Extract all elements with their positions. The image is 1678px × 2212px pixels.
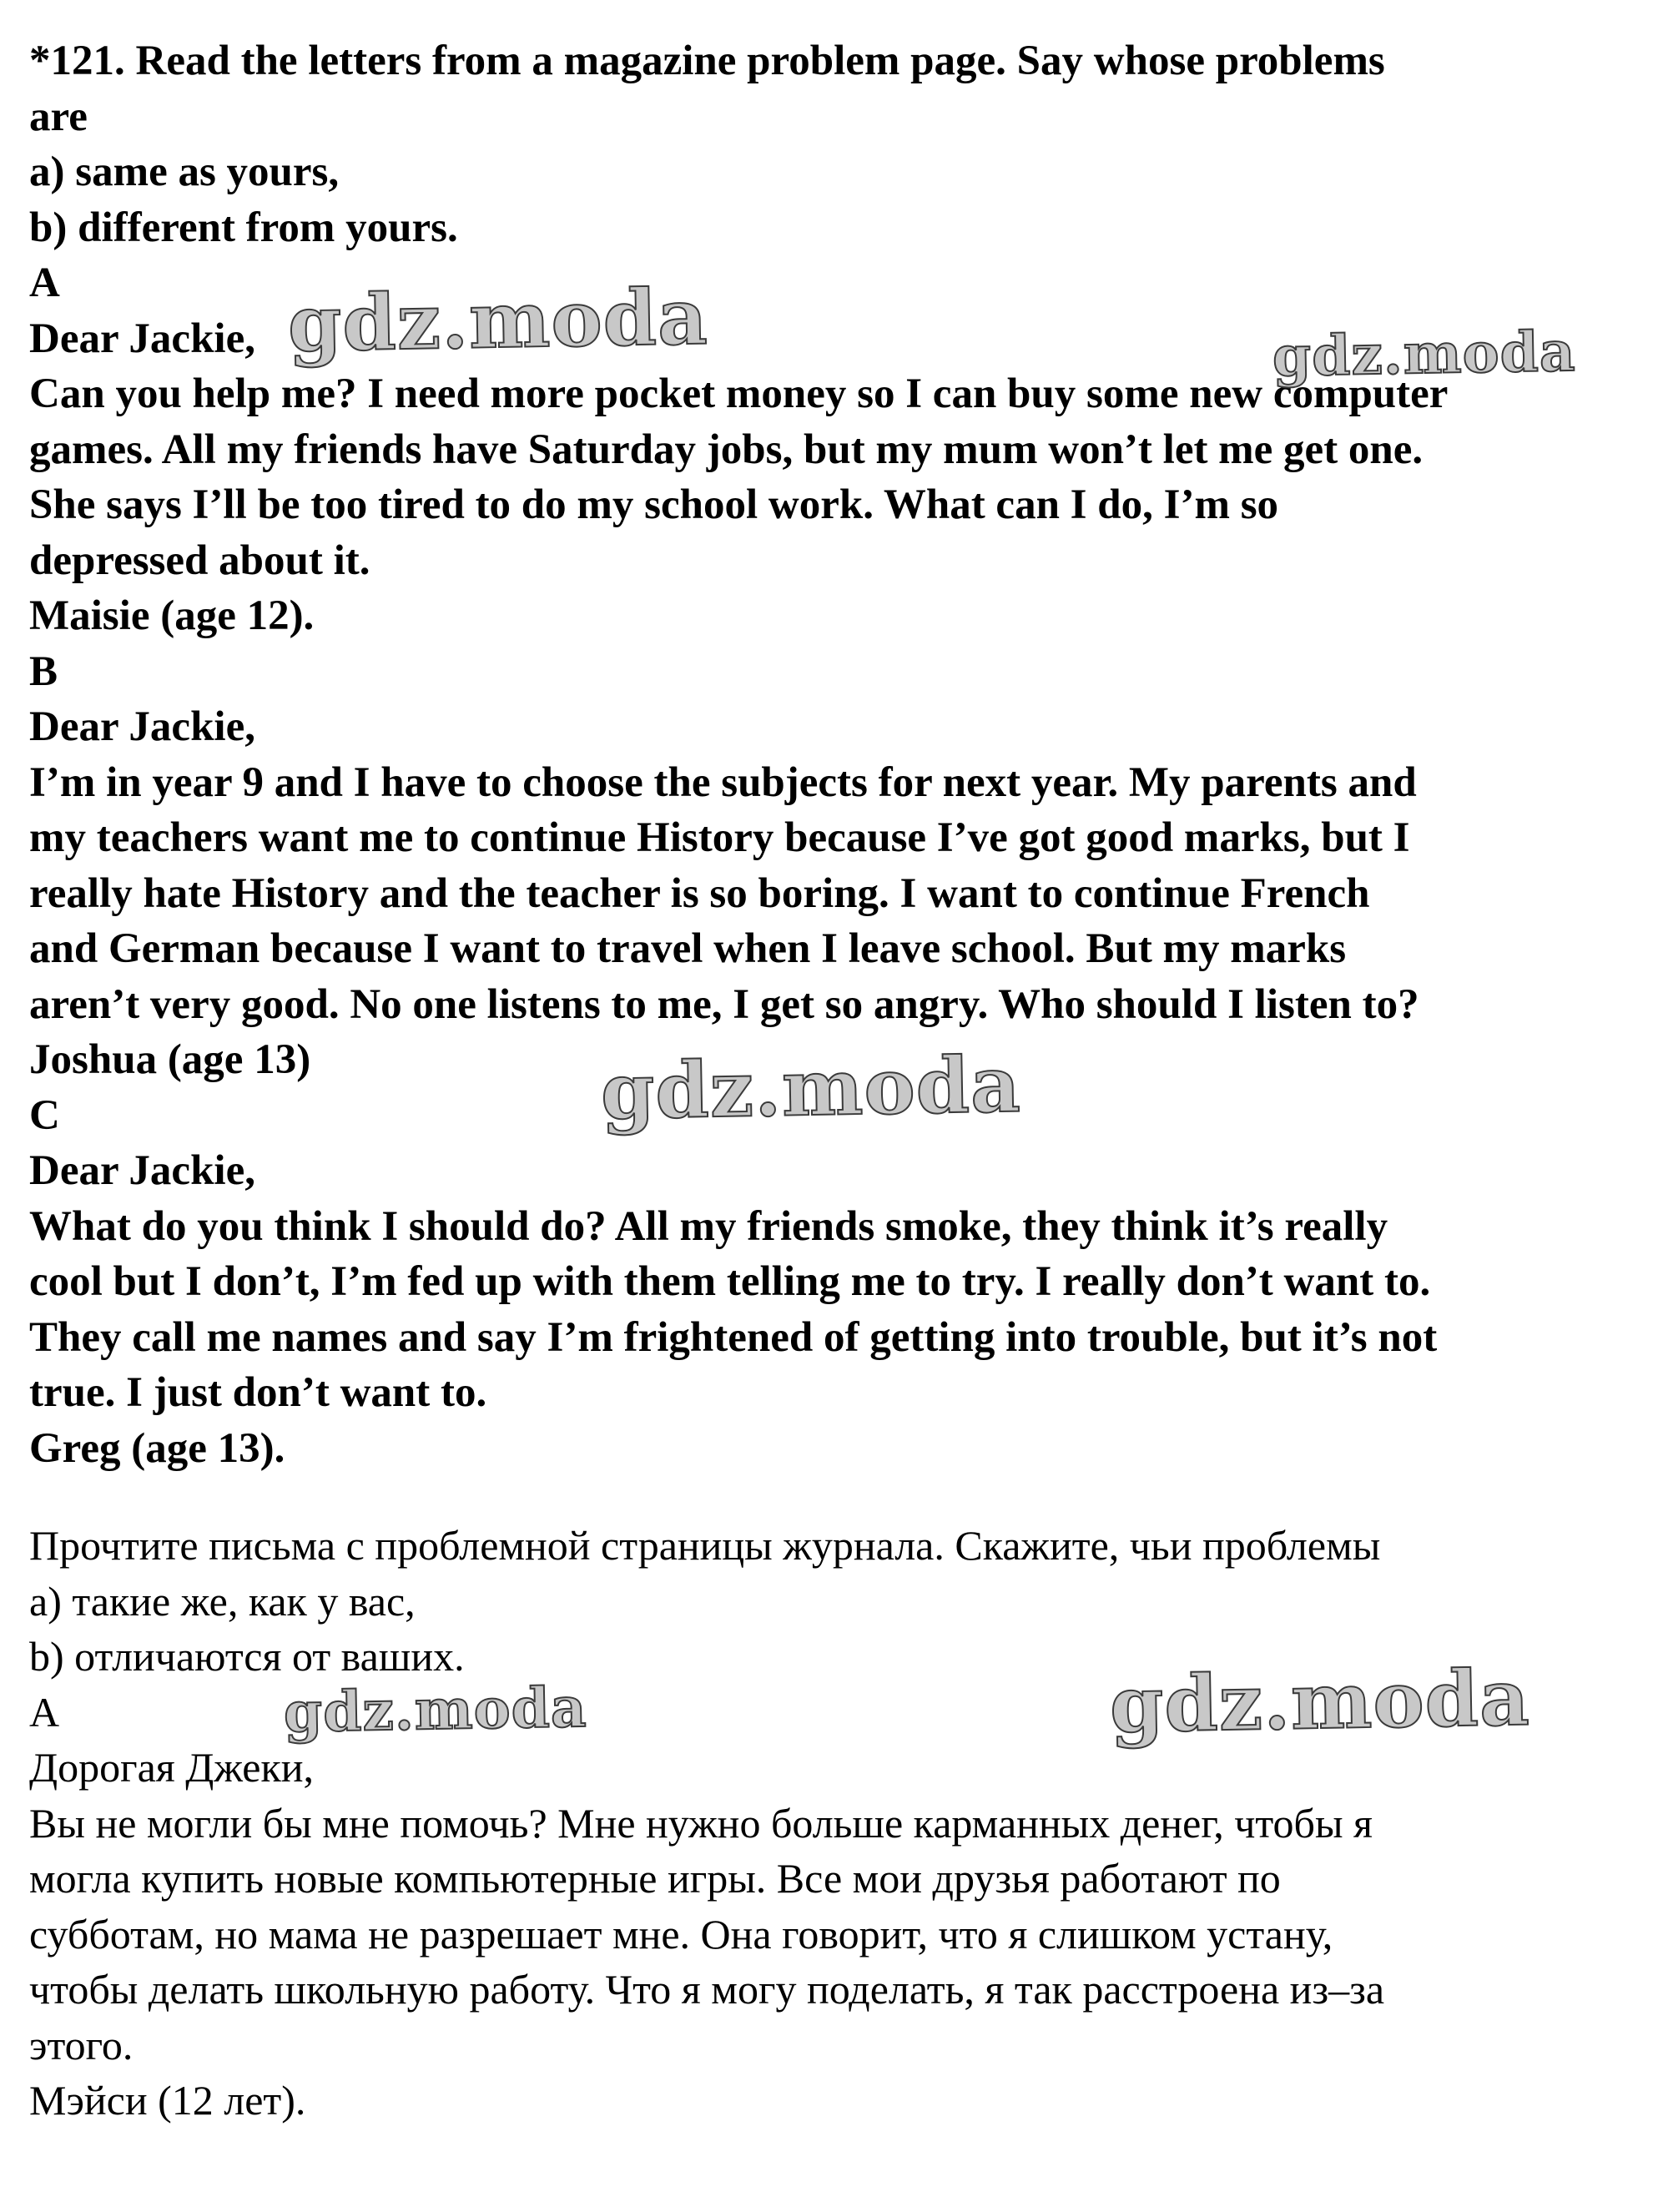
watermark-logo: gdz.moda [600, 1039, 1022, 1137]
translation-option-a-line: a) такие же, как у вас, [29, 1577, 416, 1625]
exercise-title-line-2: are [29, 93, 88, 140]
letter-b-signature: Joshua (age 13) [29, 1036, 311, 1083]
translation-letter-a-signature: Мэйси (12 лет). [29, 2077, 306, 2124]
watermark-logo: gdz.moda [1109, 1652, 1531, 1751]
translation-letter-a-body-line: этого. [29, 2021, 134, 2068]
watermark-logo: gdz.moda [283, 1674, 588, 1746]
option-b-line: b) different from yours. [29, 204, 458, 251]
watermark-logo: gdz.moda [287, 271, 709, 370]
letter-a-body-line: games. All my friends have Saturday jobs, but my mum won’t let me get one. [29, 426, 1424, 473]
letter-a-body-line: She says I’ll be too tired to do my school work. What can I do, I’m so [29, 481, 1279, 528]
english-section [29, 33, 1656, 1476]
translation-title-line: Прочтите письма с проблемной страницы журнала. Скажите, чьи проблемы [29, 1522, 1381, 1569]
translation-letter-a-body-line: субботам, но мама не разрешает мне. Она говорит, что я слишком устану, [29, 1910, 1333, 1958]
translation-letter-a-body-line: чтобы делать школьную работу. Что я могу поделать, я так расстроена из–за [29, 1966, 1385, 2013]
letter-b-label: B [29, 647, 58, 695]
letter-a-body-line: Can you help me? I need more pocket money so I can buy some new computer [29, 370, 1449, 417]
translation-letter-a-greeting: Дорогая Джеки, [29, 1744, 315, 1791]
letter-b-greeting: Dear Jackie, [29, 703, 255, 750]
letter-a-body-line: depressed about it. [29, 537, 370, 584]
letter-b-body-line: I’m in year 9 and I have to choose the subjects for next year. My parents and [29, 758, 1417, 806]
translation-letter-a-label: A [29, 1688, 60, 1736]
exercise-title-line-1: *121. Read the letters from a magazine problem page. Say whose problems [29, 38, 1385, 84]
translation-letter-a-body-line: могла купить новые компьютерные игры. Все мои друзья работают по [29, 1855, 1281, 1902]
translation-letter-a-body-line: Вы не могли бы мне помочь? Мне нужно больше карманных денег, чтобы я [29, 1799, 1373, 1847]
russian-section [29, 1518, 1656, 2129]
translation-option-b-line: b) отличаются от ваших. [29, 1633, 465, 1680]
letter-c-body-line: cool but I don’t, I’m fed up with them telling me to try. I really don’t want to. [29, 1258, 1431, 1305]
letter-b-body-line: aren’t very good. No one listens to me, I get so angry. Who should I listen to? [29, 980, 1419, 1028]
letter-c-body-line: What do you think I should do? All my friends smoke, they think it’s really [29, 1202, 1388, 1250]
letter-b-body-line: my teachers want me to continue History because I’ve got good marks, but I [29, 814, 1410, 861]
letter-c-body-line: They call me names and say I’m frightened of getting into trouble, but it’s not [29, 1313, 1438, 1361]
letter-a-signature: Maisie (age 12). [29, 592, 315, 639]
section-spacer [29, 1476, 1656, 1518]
letter-c-body-line: true. I just don’t want to. [29, 1369, 487, 1416]
letter-c-signature: Greg (age 13). [29, 1424, 285, 1472]
letter-b-body-line: and German because I want to travel when I leave school. But my marks [29, 925, 1347, 972]
letter-c-label: C [29, 1091, 60, 1139]
option-a-line: a) same as yours, [29, 149, 340, 195]
watermark-logo: gdz.moda [1272, 318, 1577, 390]
letter-c-greeting: Dear Jackie, [29, 1147, 255, 1194]
letter-a-greeting: Dear Jackie, [29, 315, 255, 362]
letter-b-body-line: really hate History and the teacher is so boring. I want to continue French [29, 869, 1370, 917]
letter-a-label: A [29, 259, 60, 306]
